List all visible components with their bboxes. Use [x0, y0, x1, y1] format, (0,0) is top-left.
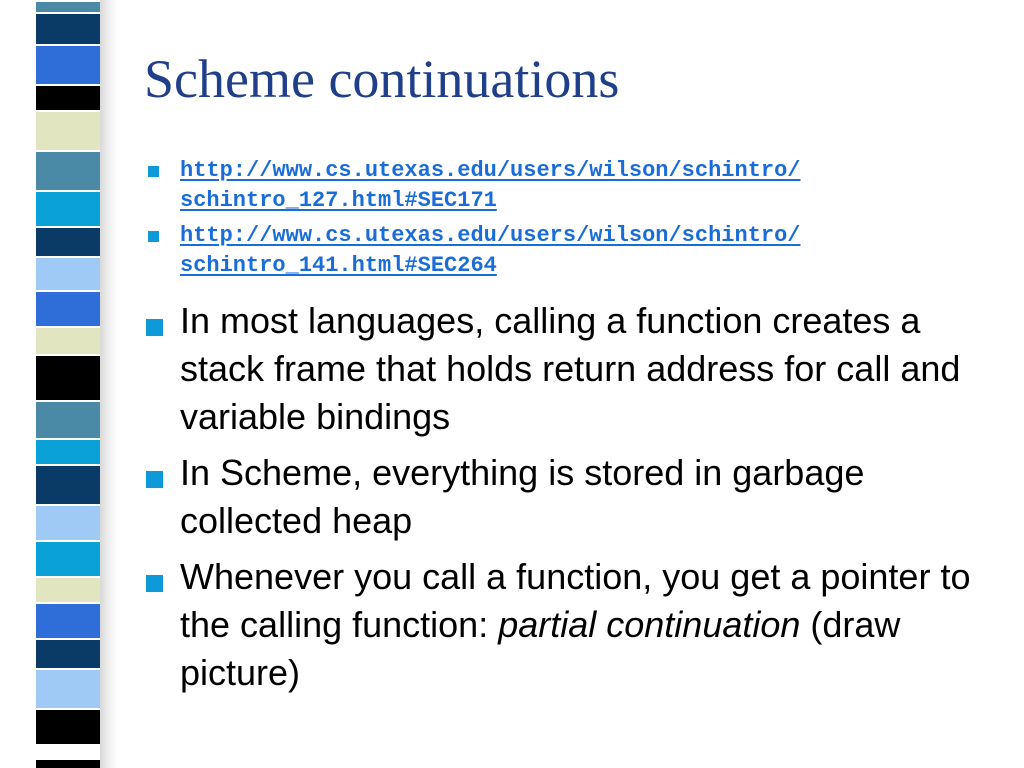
strip-block [36, 602, 100, 638]
strip-block [36, 190, 100, 226]
link-1-line-2[interactable]: schintro_127.html#SEC171 [180, 188, 497, 213]
strip-block [36, 464, 100, 504]
strip-block [36, 504, 100, 540]
bullet-list [140, 156, 1000, 703]
bullet-text-after: (draw picture) [180, 604, 901, 693]
strip-block [36, 110, 100, 150]
strip-bottom-overhang [36, 760, 100, 768]
link-2-line-1[interactable]: http://www.cs.utexas.edu/users/wilson/schintro/ [180, 223, 801, 248]
bullet-square-icon [146, 319, 163, 336]
strip-block [36, 540, 100, 576]
link-2-line-2[interactable]: schintro_141.html#SEC264 [180, 253, 497, 278]
bullet-text-italic: partial continuation [498, 604, 801, 645]
bullet-text-before: Whenever you call a function, you get a pointer to the calling function: [180, 556, 971, 645]
strip-block [36, 226, 100, 256]
strip-block [36, 0, 100, 12]
bullet-text: In most languages, calling a function creates a stack frame that holds return address for call and variable bindings [180, 300, 961, 437]
strip-block [36, 12, 100, 44]
bullet-square-icon [146, 575, 163, 592]
strip-block [36, 354, 100, 400]
strip-block [36, 668, 100, 708]
strip-shadow [100, 0, 118, 768]
slide-title: Scheme continuations [144, 49, 620, 109]
link-bullet-2 [140, 221, 1000, 281]
strip-block [36, 400, 100, 438]
bullet-text: In Scheme, everything is stored in garbage collected heap [180, 452, 865, 541]
strip-block [36, 150, 100, 190]
strip-block [36, 256, 100, 290]
link-1-line-1[interactable]: http://www.cs.utexas.edu/users/wilson/schintro/ [180, 158, 801, 183]
bullet-stack-frames [140, 297, 1000, 441]
bullet-square-icon [146, 471, 163, 488]
bullet-heap [140, 449, 1000, 545]
strip-block [36, 290, 100, 326]
bullet-partial-continuation [140, 553, 1000, 697]
decorative-left-strip [36, 0, 100, 768]
strip-block [36, 638, 100, 668]
strip-block [36, 84, 100, 110]
strip-block [36, 326, 100, 354]
link-bullet-1 [140, 156, 1000, 216]
bullet-square-icon [148, 231, 159, 242]
strip-block [36, 44, 100, 84]
strip-block [36, 438, 100, 464]
bullet-square-icon [148, 166, 159, 177]
strip-block [36, 708, 100, 744]
strip-block [36, 576, 100, 602]
